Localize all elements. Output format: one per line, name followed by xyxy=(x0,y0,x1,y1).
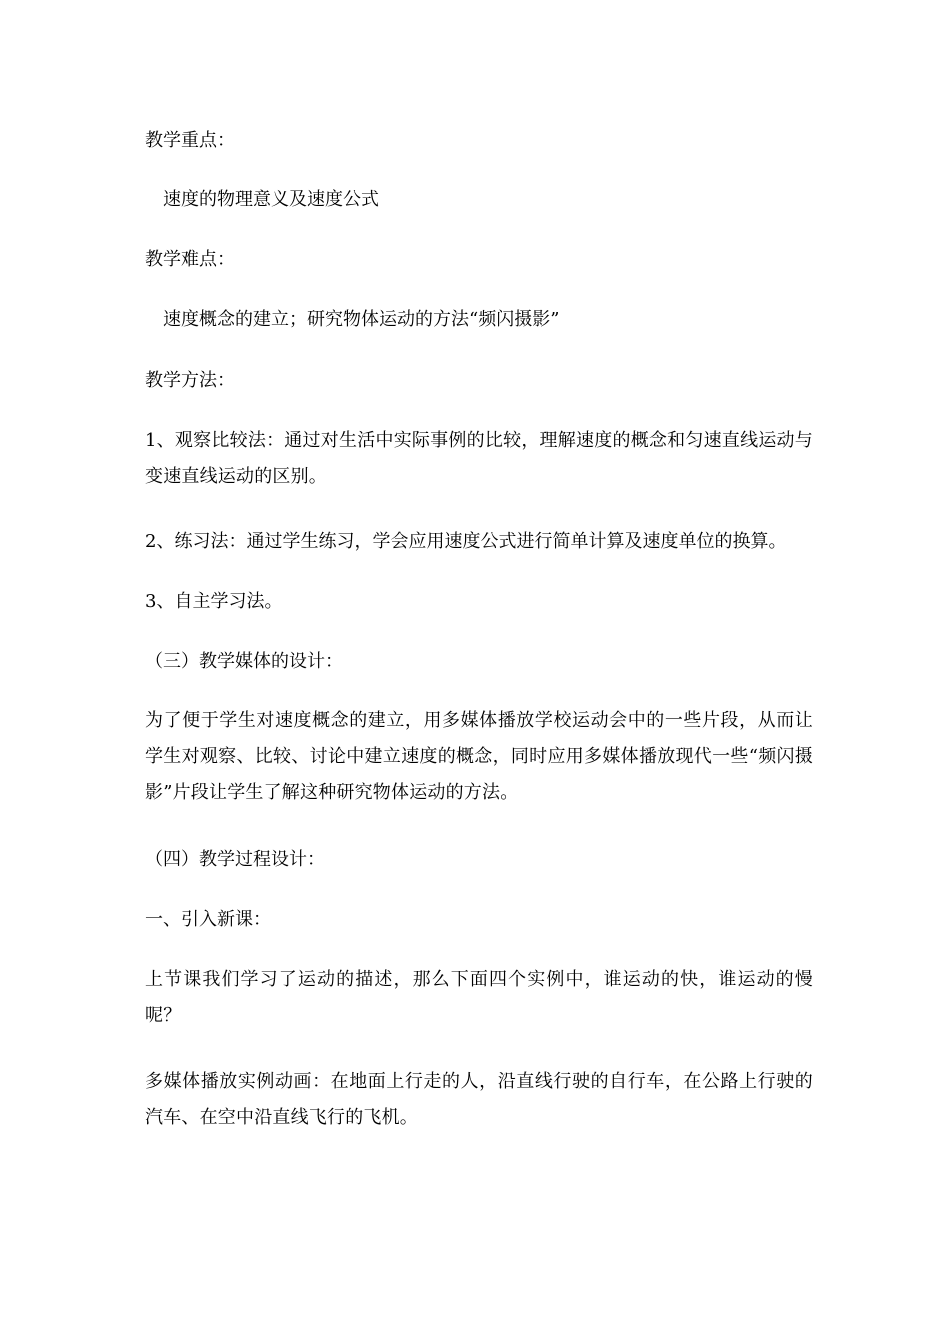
media-play-paragraph: 多媒体播放实例动画：在地面上行走的人，沿直线行驶的自行车，在公路上行驶的汽车、在空中沿直线飞行的飞机。 xyxy=(145,1071,813,1128)
heading-teaching-difficulty: 教学难点： xyxy=(145,249,235,270)
teaching-difficulty-item: 速度概念的建立；研究物体运动的方法“频闪摄影” xyxy=(163,309,560,330)
heading-media-design: （三）教学媒体的设计： xyxy=(145,651,343,672)
heading-teaching-focus: 教学重点： xyxy=(145,130,235,151)
media-design-paragraph: 为了便于学生对速度概念的建立，用多媒体播放学校运动会中的一些片段，从而让学生对观察、比较、讨论中建立速度的概念，同时应用多媒体播放现代一些“频闪摄影”片段让学生了解这种研究物体运动的方法。 xyxy=(145,710,813,803)
heading-process-design: （四）教学过程设计： xyxy=(145,849,325,870)
method-item-3: 3、自主学习法。 xyxy=(145,591,283,612)
heading-introduce-lesson: 一、引入新课： xyxy=(145,909,271,930)
intro-paragraph: 上节课我们学习了运动的描述，那么下面四个实例中，谁运动的快，谁运动的慢呢？ xyxy=(145,969,813,1026)
method-item-2: 2、练习法：通过学生练习，学会应用速度公式进行简单计算及速度单位的换算。 xyxy=(145,531,787,552)
method-item-1: 1、观察比较法：通过对生活中实际事例的比较，理解速度的概念和匀速直线运动与变速直线运动的区别。 xyxy=(145,430,813,487)
heading-teaching-methods: 教学方法： xyxy=(145,370,235,391)
teaching-focus-item: 速度的物理意义及速度公式 xyxy=(163,189,379,210)
